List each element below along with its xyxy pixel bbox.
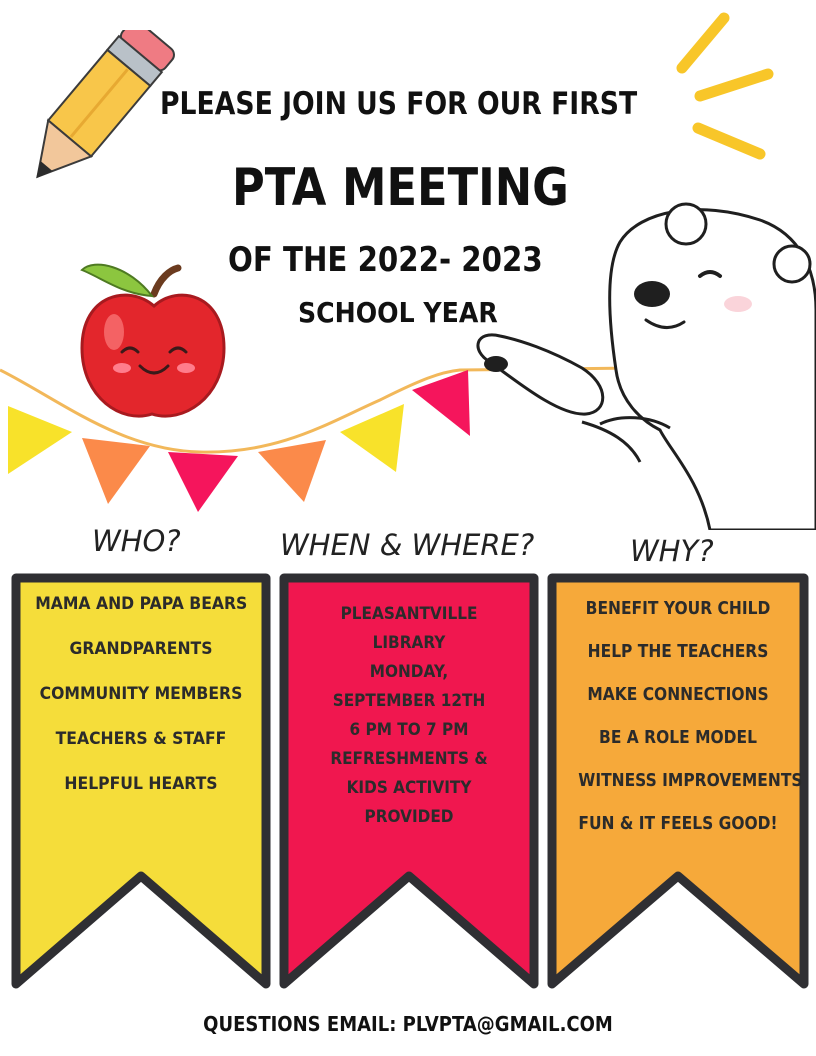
extras-line: KIDS ACTIVITY: [346, 778, 472, 798]
who-heading: WHO?: [92, 524, 181, 558]
time-line: 6 PM TO 7 PM: [349, 720, 469, 740]
list-item: BENEFIT YOUR CHILD: [585, 598, 771, 619]
school-year-label: SCHOOL YEAR: [298, 296, 498, 329]
date-line: SEPTEMBER 12TH: [332, 691, 486, 711]
location-line: PLEASANTVILLE: [340, 604, 478, 624]
list-item: HELPFUL HEARTS: [64, 774, 218, 794]
meeting-title: PTA MEETING: [232, 158, 569, 218]
why-list: [562, 598, 803, 856]
contact-email[interactable]: PLVPTA@GMAIL.COM: [402, 1012, 613, 1036]
apple-illustration: [74, 248, 234, 433]
when-where-banner: [278, 572, 540, 992]
sunburst-rays-icon: [668, 4, 778, 164]
extras-line: PROVIDED: [364, 807, 454, 827]
when-where-heading: WHEN & WHERE?: [280, 528, 535, 562]
who-banner: [10, 572, 272, 992]
list-item: BE A ROLE MODEL: [599, 727, 757, 748]
list-item: TEACHERS & STAFF: [55, 729, 227, 749]
list-item: COMMUNITY MEMBERS: [39, 684, 243, 704]
pencil-illustration: [8, 30, 198, 215]
list-item: GRANDPARENTS: [69, 639, 213, 659]
list-item: MAMA AND PAPA BEARS: [35, 594, 248, 614]
why-banner: [546, 572, 810, 992]
list-item: MAKE CONNECTIONS: [587, 684, 769, 705]
who-list: [26, 594, 256, 819]
contact-label: QUESTIONS EMAIL:: [203, 1012, 397, 1036]
school-year-range: OF THE 2022- 2023: [228, 240, 543, 280]
location-line: LIBRARY: [372, 633, 446, 653]
why-heading: WHY?: [630, 534, 714, 568]
invitation-heading: PLEASE JOIN US FOR OUR FIRST: [160, 86, 638, 122]
list-item: WITNESS IMPROVEMENTS: [578, 770, 803, 791]
list-item: HELP THE TEACHERS: [587, 641, 769, 662]
list-item: FUN & IT FEELS GOOD!: [578, 813, 778, 834]
when-where-list: [294, 600, 524, 832]
contact-footer: [41, 1012, 775, 1036]
extras-line: REFRESHMENTS &: [330, 749, 488, 769]
day-line: MONDAY,: [369, 662, 449, 682]
polar-bear-illustration: [470, 200, 816, 530]
